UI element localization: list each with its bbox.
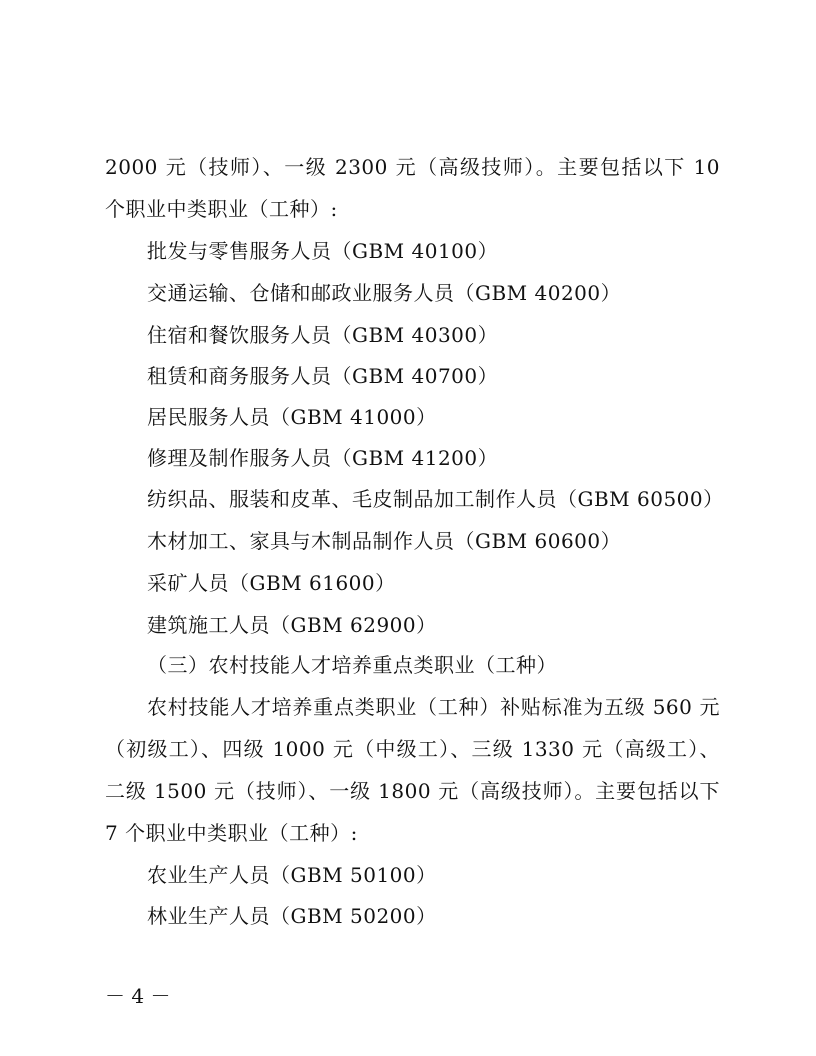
list-item: 交通运输、仓储和邮政业服务人员（GBM 40200）	[147, 281, 622, 305]
list-item: 采矿人员（GBM 61600）	[147, 571, 396, 595]
paragraph-line-1: 2000 元（技师）、一级 2300 元（高级技师）。主要包括以下 10	[105, 155, 720, 179]
list-item: 租赁和商务服务人员（GBM 40700）	[147, 364, 499, 388]
list-item: 木材加工、家具与木制品制作人员（GBM 60600）	[147, 529, 622, 553]
list-item: 建筑施工人员（GBM 62900）	[147, 613, 437, 637]
list-item: 农业生产人员（GBM 50100）	[147, 863, 437, 887]
paragraph-line-3: 农村技能人才培养重点类职业（工种）补贴标准为五级 560 元	[147, 695, 720, 719]
list-item: 修理及制作服务人员（GBM 41200）	[147, 446, 499, 470]
page-number: － 4 －	[105, 984, 171, 1008]
list-item: 批发与零售服务人员（GBM 40100）	[147, 239, 499, 263]
section-heading: （三）农村技能人才培养重点类职业（工种）	[147, 653, 557, 677]
paragraph-line-2: 个职业中类职业（工种）:	[105, 197, 338, 221]
list-item: 住宿和餐饮服务人员（GBM 40300）	[147, 323, 499, 347]
paragraph-line-4: （初级工）、四级 1000 元（中级工）、三级 1330 元（高级工）、	[105, 737, 720, 761]
paragraph-line-5: 二级 1500 元（技师）、一级 1800 元（高级技师）。主要包括以下	[105, 779, 720, 803]
paragraph-line-6: 7 个职业中类职业（工种）:	[105, 821, 358, 845]
list-item: 林业生产人员（GBM 50200）	[147, 904, 437, 928]
list-item: 居民服务人员（GBM 41000）	[147, 405, 437, 429]
list-item: 纺织品、服装和皮革、毛皮制品加工制作人员（GBM 60500）	[147, 487, 724, 511]
